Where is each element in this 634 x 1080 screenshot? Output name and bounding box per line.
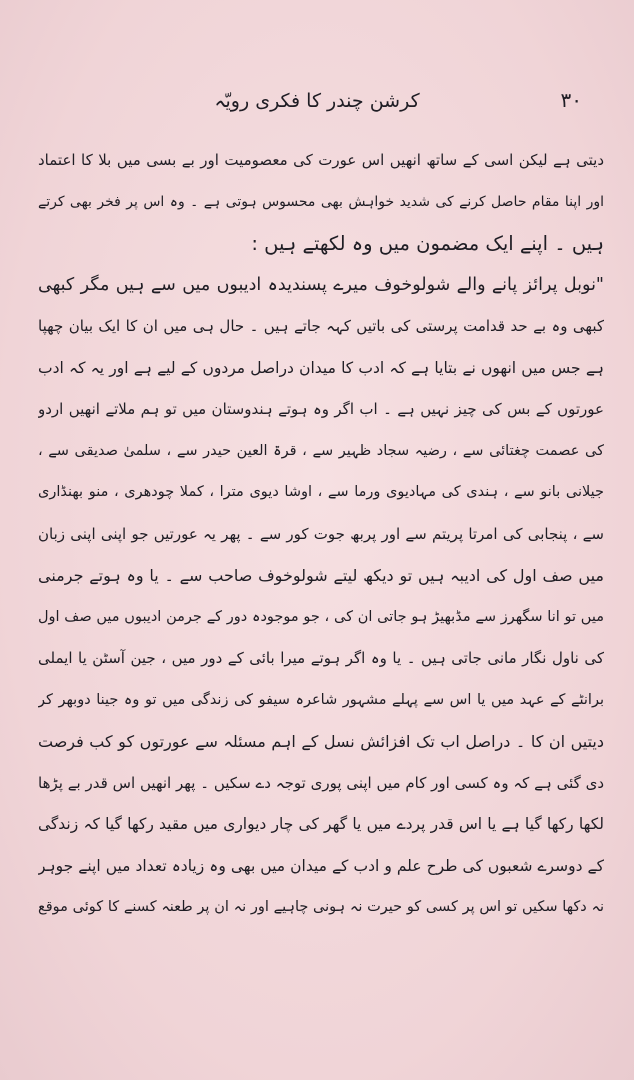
text-line: کبھی وہ بے حد قدامت پرستی کی باتیں کہہ جاتے ہیں ۔ حال ہی میں ان کا ایک بیان چھپا bbox=[38, 317, 604, 335]
text-line: دی گئی ہے کہ وہ کسی اور کام میں اپنی پوری توجہ دے سکیں ۔ پھر انھیں اس قدر بے پڑھا bbox=[38, 773, 604, 792]
text-line: کے دوسرے شعبوں کی طرح علم و ادب کے میدان میں بھی وہ زیادہ تعداد میں اپنے جوہر bbox=[38, 856, 604, 875]
text-line: ہے جس میں انھوں نے بتایا ہے کہ ادب کا میدان دراصل مردوں کے لیے ہے اور یہ کہ ادب bbox=[38, 358, 604, 377]
text-line: کی ناول نگار مانی جاتی ہیں ۔ یا وہ اگر ہوتے میرا بائی کے دور میں ، جین آسٹن یا ایملی bbox=[38, 649, 604, 667]
text-line: عورتوں کے بس کی چیز نہیں ہے ۔ اب اگر وہ ہوتے ہندوستان میں تو ہم ملاتے انھیں اردو bbox=[38, 400, 604, 418]
text-line: سے ، پنجابی کی امرتا پریتم سے اور پربھ جوت کور سے ۔ پھر یہ عورتیں جو اپنی اپنی زبان bbox=[38, 524, 604, 543]
body-text bbox=[38, 140, 604, 929]
text-line: جیلانی بانو سے ، ہندی کی مہادیوی ورما سے ، اوشا دیوی مترا ، کملا چودھری ، منو بھنڈاری bbox=[38, 484, 604, 500]
page-number: ۳۰ bbox=[560, 88, 582, 112]
text-line: دیتیں ان کا ۔ دراصل اب تک افزائش نسل کے اہم مسئلہ سے عورتوں کو کب فرصت bbox=[38, 732, 604, 751]
text-line: اور اپنا مقام حاصل کرنے کی شدید خواہش بھی محسوس ہوتی ہے ۔ وہ اس پر فخر بھی کرتے bbox=[38, 193, 604, 210]
text-line: کی عصمت چغتائی سے ، رضیہ سجاد ظہیر سے ، قرۃ العین حیدر سے ، سلمیٰ صدیقی سے ، bbox=[38, 442, 604, 459]
running-title: کرشن چندر کا فکری رویّہ bbox=[214, 90, 420, 112]
text-line: نہ دکھا سکیں تو اس پر کسی کو حیرت نہ ہونی چاہیے اور نہ ان پر طعنہ کسنے کا کوئی موقع bbox=[38, 899, 604, 915]
text-line: دیتی ہے لیکن اسی کے ساتھ انھیں اس عورت کی معصومیت اور بے بسی میں بلا کا اعتماد bbox=[38, 151, 604, 169]
text-line: میں صف اول کی ادیبہ ہیں تو دیکھ لیتے شولوخوف صاحب سے ۔ یا وہ ہوتے جرمنی bbox=[38, 566, 604, 585]
text-line: ہیں ۔ اپنے ایک مضمون میں وہ لکھتے ہیں : bbox=[251, 232, 604, 255]
text-line: لکھا رکھا گیا ہے یا اس قدر پردے میں یا گھر کی چار دیواری میں مقید رکھا گیا کہ زندگی bbox=[38, 815, 604, 833]
text-line: میں تو انا سگھرز سے مڈبھیڑ ہو جاتی ان کی ، جو موجودہ دور کے جرمن ادیبوں میں صف اول bbox=[38, 608, 604, 625]
page-header bbox=[40, 88, 594, 118]
text-line: "نوبل پرائز پانے والے شولوخوف میرے پسندیدہ ادیبوں میں سے ہیں مگر کبھی bbox=[38, 274, 604, 295]
text-line: برانٹے کے عہد میں یا اس سے پہلے مشہور شاعرہ سیفو کی زندگی میں تو وہ جینا دوبھر کر bbox=[38, 691, 604, 708]
